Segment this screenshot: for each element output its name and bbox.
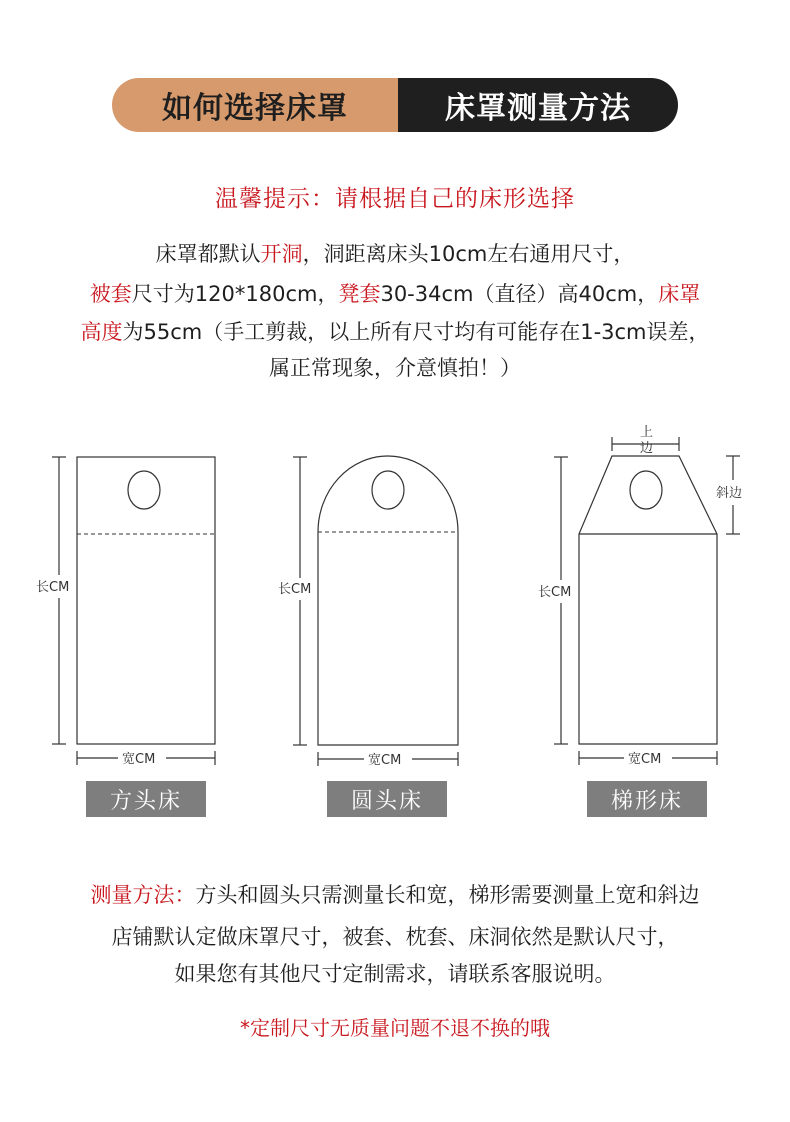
round-bed-hole <box>372 471 404 509</box>
length-label: 长CM <box>278 582 312 597</box>
top-label: 边 <box>640 441 654 456</box>
intro-text: 30-34cm（直径）高40cm， <box>380 282 659 306</box>
slant-label: 斜边 <box>716 486 743 501</box>
square-bed-hole <box>128 471 160 509</box>
header-tab-measure: 床罩测量方法 <box>398 78 678 132</box>
trapezoid-bed-hole <box>630 471 662 509</box>
trapezoid-bed-outline <box>579 456 717 744</box>
method-line-2: 店铺默认定做床罩尺寸，被套、枕套、床洞依然是默认尺寸， <box>111 925 679 949</box>
intro-text: 床罩都默认 <box>155 242 261 266</box>
intro-text: ，洞距离床头10cm左右通用尺寸， <box>302 242 635 266</box>
width-label: 宽CM <box>368 753 402 768</box>
return-policy-note: *定制尺寸无质量问题不退不换的哦 <box>240 1016 550 1040</box>
round-bed-diagram <box>278 456 458 768</box>
tip-text: 温馨提示：请根据自己的床形选择 <box>215 186 575 212</box>
bed-type-round-label: 圆头床 <box>327 781 447 817</box>
method-line-1 <box>0 879 790 909</box>
method-title: 测量方法： <box>90 883 196 907</box>
round-bed-outline <box>318 456 458 745</box>
bed-type-square-label: 方头床 <box>86 781 206 817</box>
top-label: 上 <box>640 425 654 440</box>
length-label: 长CM <box>538 585 572 600</box>
intro-highlight: 凳套 <box>338 282 381 306</box>
header-tab-choose: 如何选择床罩 <box>112 78 398 132</box>
intro-highlight: 开洞 <box>260 242 303 266</box>
intro-line-4: 属正常现象，介意慎拍！） <box>269 356 521 380</box>
length-label: 长CM <box>36 580 70 595</box>
method-line-3: 如果您有其他尺寸定制需求，请联系客服说明。 <box>174 962 616 986</box>
width-label: 宽CM <box>122 752 156 767</box>
trapezoid-bed-diagram <box>538 425 742 767</box>
square-bed-outline <box>77 457 215 744</box>
intro-highlight: 高度 <box>80 320 123 344</box>
intro-highlight: 被套 <box>89 282 132 306</box>
square-bed-diagram <box>36 457 215 767</box>
bed-type-trapezoid-label: 梯形床 <box>587 781 707 817</box>
intro-text: 尺寸为120*180cm， <box>131 282 339 306</box>
width-label: 宽CM <box>628 752 662 767</box>
intro-highlight: 床罩 <box>658 282 701 306</box>
intro-text: 为55cm（手工剪裁，以上所有尺寸均有可能存在1-3cm误差， <box>122 320 710 344</box>
method-text: 方头和圆头只需测量长和宽，梯形需要测量上宽和斜边 <box>195 883 700 907</box>
